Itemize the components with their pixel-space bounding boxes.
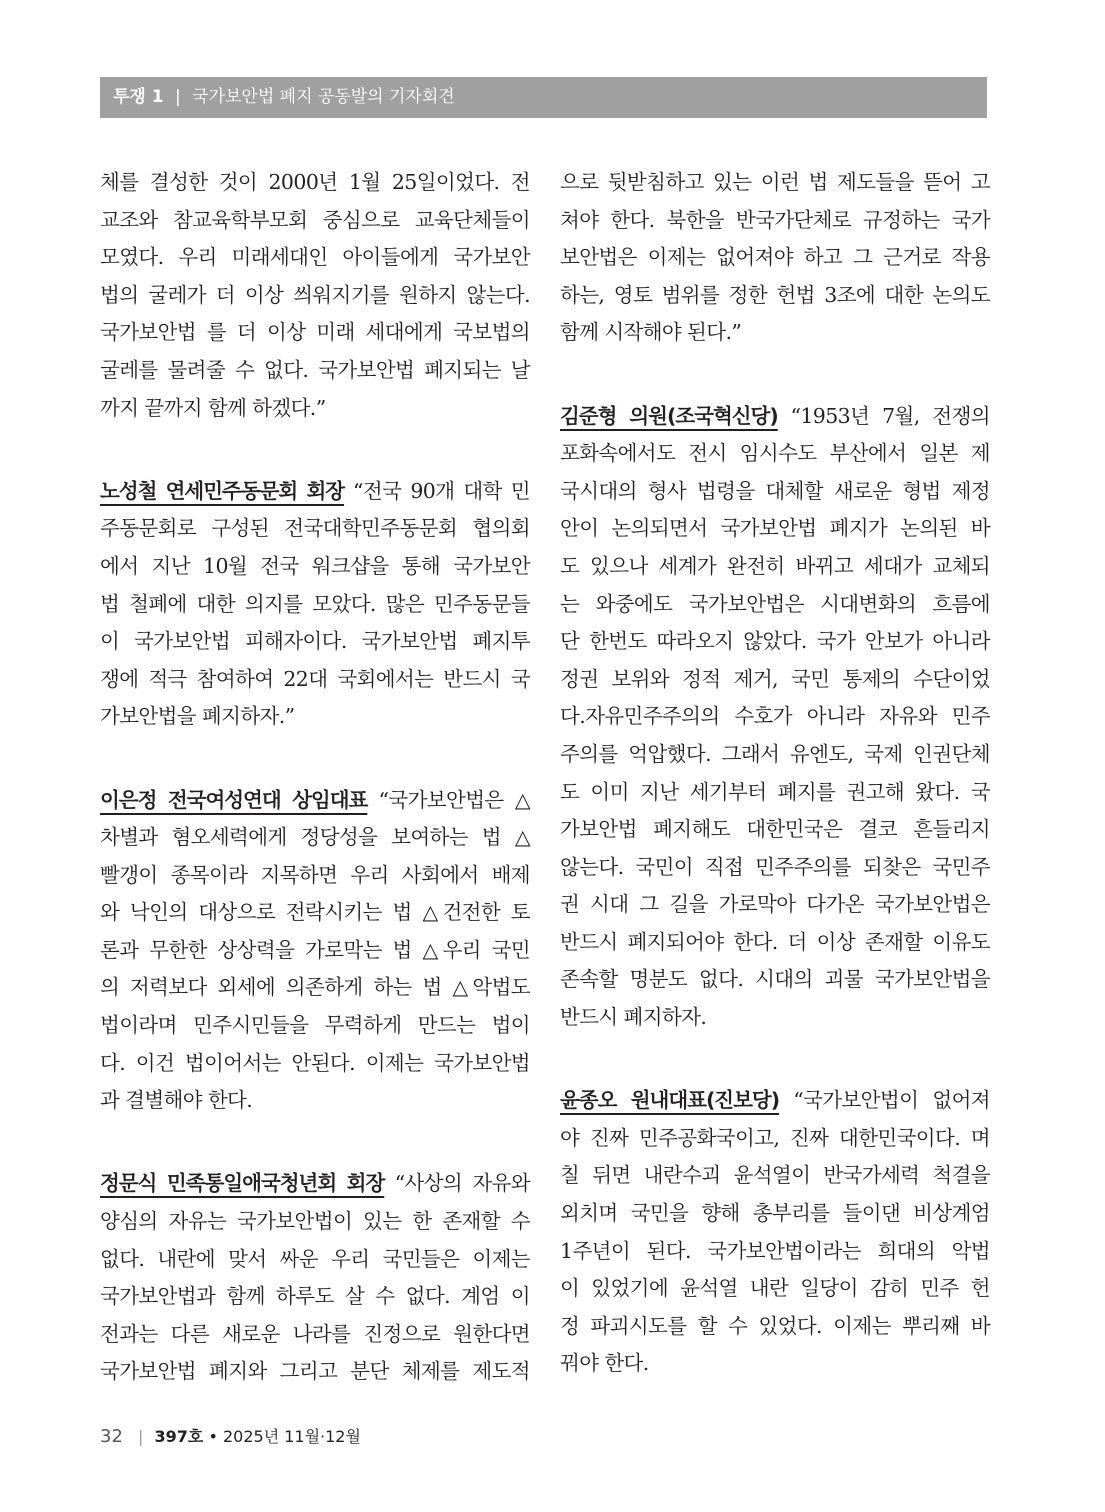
text-line: 양심의 자유는 국가보안법이 있는 한 존재할 수 [100, 1209, 530, 1234]
left-column [100, 164, 530, 1391]
text-line: 함께 시작해야 된다.” [560, 320, 742, 345]
text-line: 에서 지난 10월 전국 워크샵을 통해 국가보안 [100, 553, 530, 578]
text-line: 차별과 혐오세력에게 정당성을 보여하는 법 △ [100, 825, 530, 850]
intro-paragraph [100, 164, 530, 427]
text-line: 법의 굴레가 더 이상 씌워지기를 원하지 않는다. [100, 282, 530, 307]
text-line: 교조와 참교육학부모회 중심으로 교육단체들이 [100, 207, 530, 232]
text-line: 법이라며 민주시민들을 무력하게 만드는 법이 [100, 1013, 530, 1038]
text-line: 이 국가보안법 피해자이다. 국가보안법 폐지투 [100, 629, 530, 654]
text-line: 안이 논의되면서 국가보안법 폐지가 논의된 바 [560, 516, 990, 541]
speaker-name: 정문식 민족통일애국청년회 회장 [100, 1171, 385, 1196]
text-line: 이 있었기에 윤석열 내란 일당이 감히 민주 헌 [560, 1276, 990, 1301]
issue-date: 2025년 11월·12월 [222, 1427, 361, 1446]
text-line: 가보안법 폐지해도 대한민국은 결코 흔들리지 [560, 817, 990, 842]
statement-paragraph [560, 1082, 990, 1383]
text-line: 야 진짜 민주공화국이고, 진짜 대한민국이다. 며 [560, 1125, 990, 1150]
quote-start: “사상의 자유와 [384, 1171, 531, 1196]
header-separator: | [175, 87, 181, 107]
statement-first-line [100, 1165, 530, 1203]
speaker-name: 이은정 전국여성연대 상임대표 [100, 787, 368, 812]
quote-start: “1953년 7월, 전쟁의 [777, 403, 990, 428]
text-line: 주동문회로 구성된 전국대학민주동문회 협의회 [100, 516, 530, 541]
statement-first-line [560, 1082, 990, 1120]
text-line: 1주년이 된다. 국가보안법이라는 희대의 악법 [560, 1238, 990, 1263]
text-line: 보안법은 이제는 없어져야 하고 그 근거로 작용 [560, 245, 990, 270]
text-line: 굴레를 물려줄 수 없다. 국가보안법 폐지되는 날 [100, 357, 530, 382]
text-line: 와 낙인의 대상으로 전락시키는 법 △건전한 토 [100, 900, 530, 925]
text-line: 가보안법을 폐지하자.” [100, 704, 295, 729]
section-header-bar [100, 77, 987, 118]
text-line: 포화속에서도 전시 임시수도 부산에서 일본 제 [560, 441, 990, 466]
text-line: 꿔야 한다. [560, 1351, 649, 1376]
text-line: 법 철폐에 대한 의지를 모았다. 많은 민주동문들 [100, 591, 530, 616]
text-line: 국가보안법 폐지와 그리고 분단 체제를 제도적 [100, 1359, 530, 1384]
page-number: 32 [100, 1426, 123, 1447]
section-label: 투쟁 1 [113, 87, 164, 107]
quote-start: “전국 90개 대학 민 [344, 478, 530, 503]
speaker-name: 윤종오 원내대표(진보당) [560, 1088, 780, 1113]
text-line: 까지 끝까지 함께 하겠다.” [100, 395, 326, 420]
text-line: 도 이미 지난 세기부터 폐지를 권고해 왔다. 국 [560, 779, 990, 804]
statement-paragraph [100, 1165, 530, 1391]
text-line: 국시대의 형사 법령을 대체할 새로운 형법 제정 [560, 478, 990, 503]
text-line: 전과는 다른 새로운 나라를 진정으로 원한다면 [100, 1321, 530, 1346]
text-line: 과 결별해야 한다. [100, 1088, 253, 1113]
text-line: 론과 무한한 상상력을 가로막는 법 △우리 국민 [100, 937, 530, 962]
quote-start: “국가보안법은 △ [367, 787, 530, 812]
text-line: 국가보안법 를 더 이상 미래 세대에게 국보법의 [100, 320, 530, 345]
text-line: 존속할 명분도 없다. 시대의 괴물 국가보안법을 [560, 967, 990, 992]
text-line: 주의를 억압했다. 그래서 유엔도, 국제 인권단체 [560, 741, 990, 766]
text-line: 권 시대 그 길을 가로막아 다가온 국가보안법은 [560, 892, 990, 917]
text-line: 정권 보위와 정적 제거, 국민 통제의 수단이었 [560, 666, 990, 691]
right-column [560, 164, 990, 1383]
article-title: 국가보안법 폐지 공동발의 기자회견 [192, 87, 455, 107]
speaker-name: 노성철 연세민주동문회 회장 [100, 478, 345, 503]
text-line: 의 저력보다 외세에 의존하게 하는 법 △악법도 [100, 975, 530, 1000]
bullet-icon: • [208, 1427, 218, 1446]
text-line: 다.자유민주주의의 수호가 아니라 자유와 민주 [560, 704, 990, 729]
text-line: 칠 뒤면 내란수괴 윤석열이 반국가세력 척결을 [560, 1163, 990, 1188]
statement-first-line [100, 782, 530, 820]
statement-paragraph [560, 398, 990, 1037]
text-line: 국가보안법과 함께 하루도 살 수 없다. 계엄 이 [100, 1284, 530, 1309]
text-line: 정 파괴시도를 할 수 있었다. 이제는 뿌리째 바 [560, 1313, 990, 1338]
text-line: 다. 이건 법이어서는 안된다. 이제는 국가보안법 [100, 1050, 530, 1075]
text-line: 쟁에 적극 참여하여 22대 국회에서는 반드시 국 [100, 666, 530, 691]
text-line: 으로 뒷받침하고 있는 이런 법 제도들을 뜯어 고 [560, 170, 990, 194]
text-line: 단 한번도 따라오지 않았다. 국가 안보가 아니라 [560, 629, 990, 654]
text-line: 않는다. 국민이 직접 민주주의를 되찾은 국민주 [560, 854, 990, 879]
quote-start: “국가보안법이 없어져 [779, 1088, 990, 1113]
statement-paragraph [100, 473, 530, 736]
footer-separator: | [138, 1427, 144, 1446]
statement-first-line [100, 473, 530, 511]
page-footer [100, 1424, 361, 1447]
speaker-name: 김준형 의원(조국혁신당) [560, 403, 778, 428]
text-line: 체를 결성한 것이 2000년 1월 25일이었다. 전 [100, 170, 530, 194]
text-line: 반드시 폐지하자. [560, 1005, 707, 1030]
statement-paragraph [100, 782, 530, 1120]
continued-paragraph [560, 164, 990, 352]
text-line: 없다. 내란에 맞서 싸운 우리 국민들은 이제는 [100, 1246, 530, 1271]
text-line: 도 있으나 세계가 완전히 바뀌고 세대가 교체되 [560, 553, 990, 578]
text-line: 반드시 폐지되어야 한다. 더 이상 존재할 이유도 [560, 929, 990, 954]
text-line: 모였다. 우리 미래세대인 아이들에게 국가보안 [100, 245, 530, 270]
issue-number: 397호 [154, 1427, 204, 1446]
text-line: 하는, 영토 범위를 정한 헌법 3조에 대한 논의도 [560, 282, 990, 307]
text-line: 쳐야 한다. 북한을 반국가단체로 규정하는 국가 [560, 207, 990, 232]
text-line: 외치며 국민을 향해 총부리를 들이댄 비상계엄 [560, 1201, 990, 1226]
statement-first-line [560, 398, 990, 436]
text-line: 빨갱이 종목이라 지목하면 우리 사회에서 배제 [100, 862, 530, 887]
text-line: 는 와중에도 국가보안법은 시대변화의 흐름에 [560, 591, 990, 616]
